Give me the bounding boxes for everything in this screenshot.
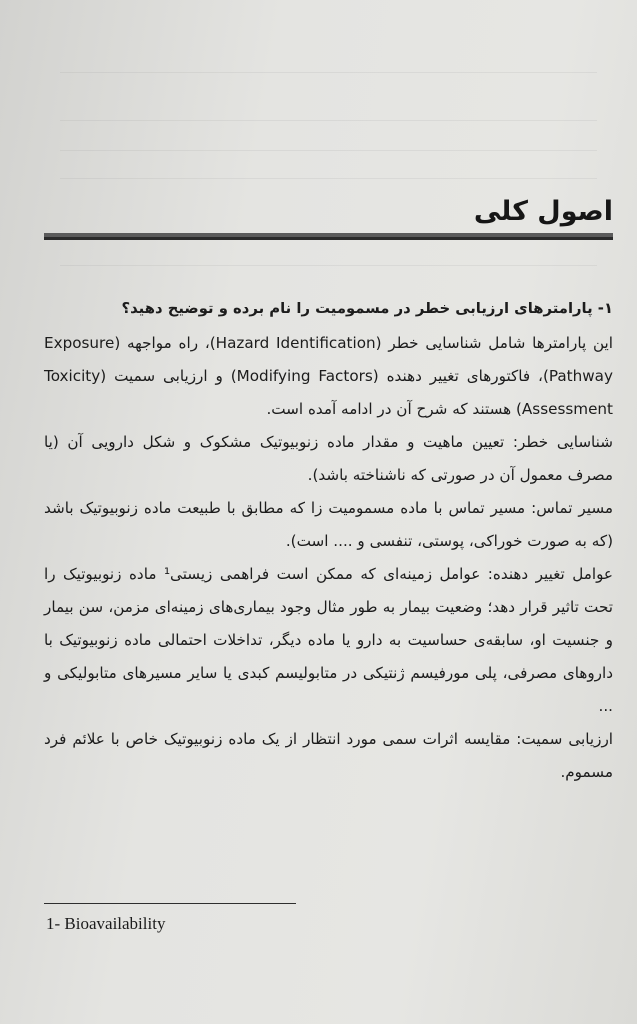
section-title: اصول کلی bbox=[473, 196, 613, 227]
footnote-divider bbox=[44, 903, 296, 904]
paragraph-exposure-pathway: مسیر تماس: مسیر تماس با ماده مسمومیت زا که مطابق با طبیعت ماده زنوبیوتیک باشد (که به صورت خوراکی، پوستی، تنفسی و .... است). bbox=[44, 499, 613, 550]
paragraph-modifying-factors: عوامل تغییر دهنده: عوامل زمینه‌ای که ممکن است فراهمی زیستی¹ ماده زنوبیوتیک را تحت تاثیر قرار دهد؛ وضعیت بیمار به طور مثال وجود بیماری‌های زمینه‌ای مزمن، سن بیمار و جنسیت او، سابقه‌ی حساسیت به دارو یا ماده دیگر، تداخلات احتمالی ماده زنوبیوتیک با داروهای مصرفی، پلی مورفیسم ژنتیکی در متابولیسم کبدی یا سایر مسیرهای متابولیکی و ... bbox=[44, 565, 613, 715]
footnote: 1- Bioavailability bbox=[46, 914, 166, 933]
paragraph-hazard-identification: شناسایی خطر: تعیین ماهیت و مقدار ماده زنوبیوتیک مشکوک و شکل دارویی آن (یا مصرف معمول آن در صورتی که ناشناخته باشد). bbox=[44, 433, 613, 484]
title-divider bbox=[44, 233, 613, 240]
paragraph-toxicity-assessment: ارزیابی سمیت: مقایسه اثرات سمی مورد انتظار از یک ماده زنوبیوتیک خاص با علائم فرد مسموم. bbox=[44, 730, 613, 781]
paragraph-intro: این پارامترها شامل شناسایی خطر (Hazard Identification)، راه مواجهه (Exposure Pathway)، فاکتورهای تغییر دهنده (Modifying Factors) و ارزیابی سمیت (Toxicity Assessment) هستند که شرح آن در ادامه آمده است. bbox=[44, 334, 614, 418]
question-heading: ۱- پارامترهای ارزیابی خطر در مسمومیت را نام برده و توضیح دهید؟ bbox=[121, 300, 613, 317]
body-text bbox=[44, 292, 613, 789]
